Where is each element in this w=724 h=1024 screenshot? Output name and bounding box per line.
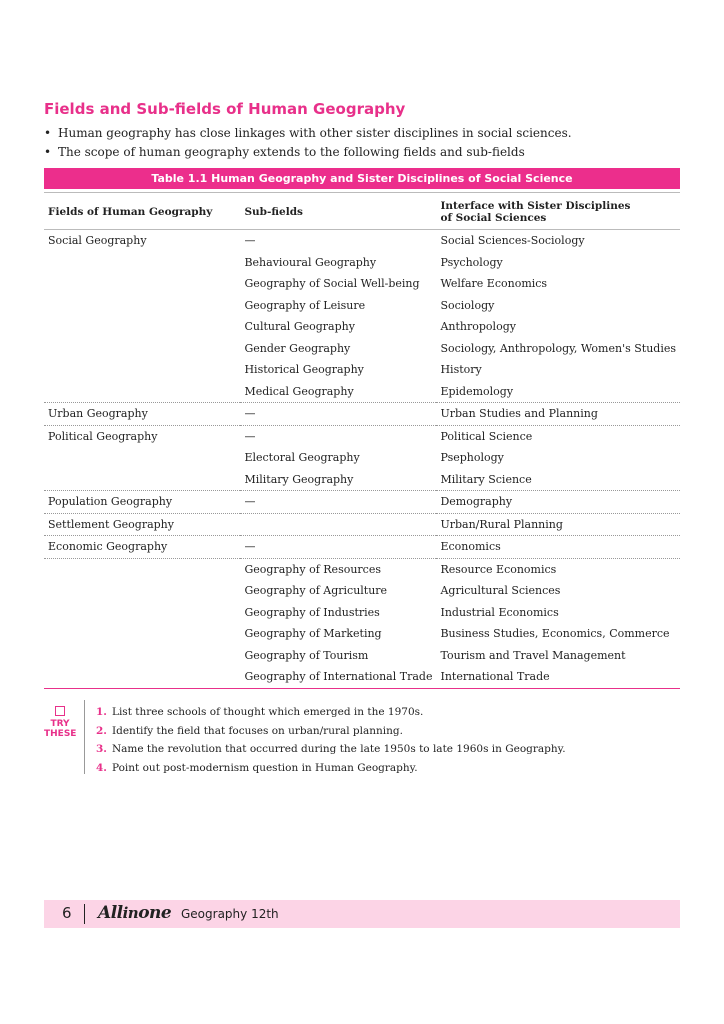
subfield-cell: Electoral Geography: [244, 451, 360, 465]
table-row: [44, 359, 680, 381]
subfield-cell: Geography of Agriculture: [244, 584, 388, 598]
field-cell: [44, 602, 240, 624]
table-header-row: [44, 195, 680, 230]
subfield-cell: —: [240, 403, 436, 426]
interface-cell: Tourism and Travel Management: [440, 648, 626, 662]
bullet-item: • The scope of human geography extends to the following fields and sub-fields: [44, 143, 572, 162]
interface-cell: Industrial Economics: [440, 605, 559, 619]
try-these-questions: [96, 703, 566, 777]
try-divider: [84, 700, 85, 774]
subfield-cell: Geography of Industries: [244, 605, 380, 619]
subfield-cell: Geography of Tourism: [244, 648, 369, 662]
table-row: [44, 580, 680, 602]
geography-table: [44, 195, 680, 689]
interface-cell: Political Science: [440, 429, 533, 443]
table-row: [44, 425, 680, 447]
subfield-cell: Medical Geography: [240, 381, 436, 403]
question-item: [96, 740, 566, 759]
field-cell: Settlement Geography: [44, 513, 240, 536]
subfield-cell: Behavioural Geography: [244, 255, 377, 269]
field-cell: [44, 381, 240, 403]
field-cell: [44, 295, 240, 317]
intro-bullets: [44, 124, 572, 162]
try-label: TRY: [50, 719, 70, 729]
interface-cell: Urban/Rural Planning: [436, 513, 680, 536]
field-cell: Social Geography: [48, 234, 147, 248]
footer-subject: Geography 12th: [181, 907, 279, 921]
bullet-item: • Human geography has close linkages with other sister disciplines in social sciences.: [44, 124, 572, 143]
table-row: [44, 491, 680, 514]
column-header-interface: [436, 195, 680, 230]
table-row: [44, 447, 680, 469]
table-body: [44, 230, 680, 689]
table-row: [44, 295, 680, 317]
page-number: 6: [62, 904, 72, 922]
interface-cell: Military Science: [436, 469, 680, 491]
checkbox-icon: [55, 706, 65, 716]
field-cell: [44, 273, 240, 295]
table-row: [44, 536, 680, 559]
field-cell: [44, 623, 240, 645]
question-text: Point out post-modernism question in Human Geography.: [111, 761, 418, 774]
table-rule: [44, 192, 680, 193]
field-cell: [44, 359, 240, 381]
interface-cell: Welfare Economics: [440, 277, 548, 291]
table-row: [44, 666, 680, 688]
question-number: 3.: [96, 743, 107, 755]
table-row: [44, 403, 680, 426]
table-row: [44, 602, 680, 624]
question-text: Name the revolution that occurred during the late 1950s to late 1960s in Geography.: [111, 743, 566, 755]
subfield-cell: —: [240, 536, 436, 559]
subfield-cell: —: [244, 234, 256, 248]
field-cell: [44, 580, 240, 602]
table-row: [44, 338, 680, 360]
question-text: List three schools of thought which emerged in the 1970s.: [111, 706, 424, 718]
try-these-badge: [44, 706, 76, 739]
subfield-cell: Geography of Resources: [244, 562, 381, 576]
section-heading: Fields and Sub-fields of Human Geography: [44, 100, 406, 118]
interface-cell: Urban Studies and Planning: [436, 403, 680, 426]
interface-cell: Agricultural Sciences: [440, 584, 561, 598]
brand-logo: Allinone: [98, 903, 172, 923]
table-row: [44, 252, 680, 274]
field-cell: [44, 469, 240, 491]
column-header-subfields: Sub-fields: [240, 195, 436, 230]
field-cell: Population Geography: [44, 491, 240, 514]
interface-cell: Sociology, Anthropology, Women's Studies: [440, 341, 676, 355]
table-row: [44, 273, 680, 295]
these-label: THESE: [44, 729, 77, 739]
question-number: 4.: [96, 761, 107, 774]
subfield-cell: Cultural Geography: [244, 320, 355, 334]
field-cell: Urban Geography: [44, 403, 240, 426]
interface-cell: Resource Economics: [440, 562, 557, 576]
interface-cell: Business Studies, Economics, Commerce: [440, 627, 670, 641]
interface-cell: International Trade: [436, 666, 680, 688]
table-row: [44, 623, 680, 645]
question-item: [96, 722, 566, 741]
footer-divider: [84, 904, 85, 924]
subfield-cell: Geography of Social Well-being: [244, 277, 420, 291]
page-footer: [44, 900, 680, 928]
interface-cell: Demography: [436, 491, 680, 514]
table-row: [44, 645, 680, 667]
interface-cell: Epidemology: [436, 381, 680, 403]
interface-cell: Sociology: [440, 298, 495, 312]
table-title: Table 1.1 Human Geography and Sister Disciplines of Social Science: [44, 168, 680, 189]
question-number: 1.: [96, 706, 107, 718]
interface-cell: Psychology: [440, 255, 503, 269]
subfield-cell: —: [240, 491, 436, 514]
question-text: Identify the field that focuses on urban/rural planning.: [111, 724, 403, 737]
table-row: [44, 230, 680, 252]
field-cell: Economic Geography: [44, 536, 240, 559]
column-header-interface-line1: Interface with Sister Disciplines: [440, 200, 631, 212]
question-number: 2.: [96, 724, 107, 737]
field-cell: [44, 316, 240, 338]
subfield-cell: [240, 513, 436, 536]
field-cell: [44, 338, 240, 360]
question-item: [96, 759, 566, 778]
interface-cell: Psephology: [440, 451, 504, 465]
interface-cell: Social Sciences-Sociology: [440, 234, 585, 248]
subfield-cell: —: [244, 429, 256, 443]
column-header-interface-line2: of Social Sciences: [440, 212, 547, 224]
subfield-cell: Gender Geography: [244, 341, 351, 355]
table-row: [44, 513, 680, 536]
field-cell: [44, 558, 240, 580]
column-header-fields: Fields of Human Geography: [44, 195, 240, 230]
table-row: [44, 381, 680, 403]
subfield-cell: Geography of Leisure: [244, 298, 366, 312]
table-row: [44, 469, 680, 491]
field-cell: [44, 666, 240, 688]
field-cell: Political Geography: [48, 429, 158, 443]
field-cell: [44, 645, 240, 667]
field-cell: [44, 252, 240, 274]
table-row: [44, 316, 680, 338]
table-row: [44, 558, 680, 580]
subfield-cell: Historical Geography: [244, 363, 364, 377]
subfield-cell: Geography of Marketing: [244, 627, 382, 641]
subfield-cell: Military Geography: [240, 469, 436, 491]
subfield-cell: Geography of International Trade: [240, 666, 436, 688]
interface-cell: Economics: [436, 536, 680, 559]
interface-cell: Anthropology: [440, 320, 516, 334]
interface-cell: History: [440, 363, 482, 377]
question-item: [96, 703, 566, 722]
field-cell: [44, 447, 240, 469]
